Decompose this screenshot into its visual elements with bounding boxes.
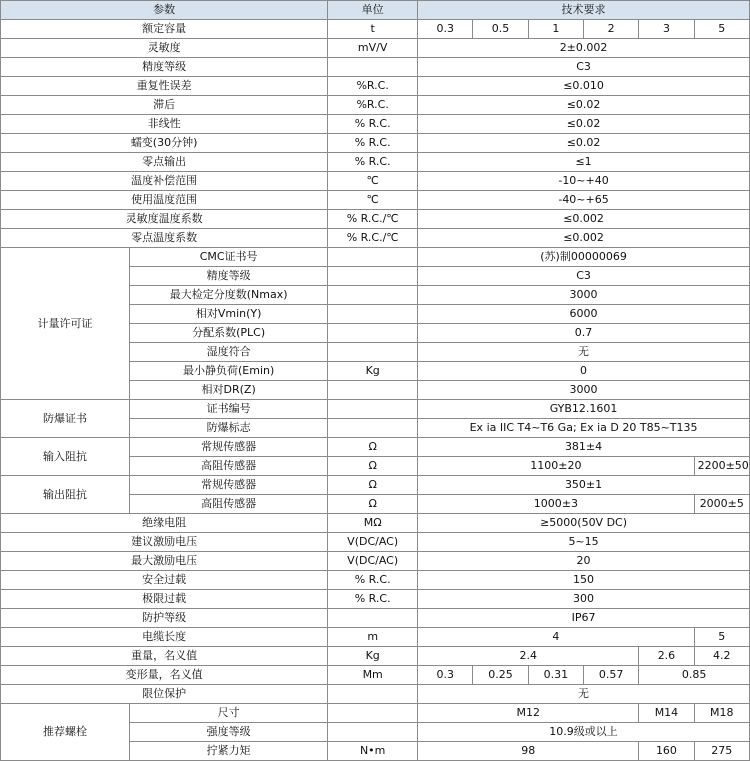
row-sublabel: 强度等级 (130, 723, 328, 742)
table-row (1, 172, 750, 191)
row-unit: Ω (328, 495, 418, 514)
row-unit (328, 305, 418, 324)
row-sublabel: CMC证书号 (130, 248, 328, 267)
table-row-cable-length (1, 628, 750, 647)
row-unit (328, 267, 418, 286)
row-value-2: 2.6 (639, 647, 694, 666)
header-unit: 单位 (328, 1, 418, 20)
row-label: 限位保护 (1, 685, 328, 704)
row-unit: ℃ (328, 172, 418, 191)
group-label-bolts: 推荐螺栓 (1, 704, 130, 761)
row-value: 6000 (418, 305, 750, 324)
row-sublabel: 最小静负荷(Emin) (130, 362, 328, 381)
table-header-row (1, 1, 750, 20)
row-label: 使用温度范围 (1, 191, 328, 210)
group-label-explosion: 防爆证书 (1, 400, 130, 438)
row-value: 4 (418, 628, 694, 647)
row-label: 防护等级 (1, 609, 328, 628)
row-value: 10.9级或以上 (418, 723, 750, 742)
capacity-value: 3 (639, 20, 694, 39)
row-unit: Mm (328, 666, 418, 685)
row-unit: Kg (328, 362, 418, 381)
capacity-value: 1 (528, 20, 583, 39)
row-unit: % R.C. (328, 153, 418, 172)
row-value-2: 160 (639, 742, 694, 761)
row-unit (328, 419, 418, 438)
row-value: C3 (418, 58, 750, 77)
row-unit: V(DC/AC) (328, 533, 418, 552)
row-unit: ℃ (328, 191, 418, 210)
capacity-value: 0.3 (418, 20, 473, 39)
table-row-weight (1, 647, 750, 666)
row-value: -40~+65 (418, 191, 750, 210)
table-row (1, 590, 750, 609)
row-value-3: 275 (694, 742, 749, 761)
row-value: 3000 (418, 381, 750, 400)
row-value: ≤0.010 (418, 77, 750, 96)
row-label: 建议激励电压 (1, 533, 328, 552)
row-unit: m (328, 628, 418, 647)
row-unit: %R.C. (328, 96, 418, 115)
table-row-input-resistance (1, 438, 750, 457)
row-sublabel: 尺寸 (130, 704, 328, 723)
row-unit: % R.C. (328, 115, 418, 134)
row-value: 5~15 (418, 533, 750, 552)
table-row (1, 229, 750, 248)
row-unit: % R.C./℃ (328, 210, 418, 229)
row-unit (328, 58, 418, 77)
header-param: 参数 (1, 1, 328, 20)
row-value: 1100±20 (418, 457, 694, 476)
row-label: 安全过载 (1, 571, 328, 590)
row-unit: V(DC/AC) (328, 552, 418, 571)
row-unit (328, 609, 418, 628)
row-unit: % R.C. (328, 134, 418, 153)
row-value: (苏)制00000069 (418, 248, 750, 267)
deformation-value: 0.31 (528, 666, 583, 685)
table-row (1, 39, 750, 58)
table-row (1, 96, 750, 115)
row-value-3: 4.2 (694, 647, 749, 666)
row-label: 重复性误差 (1, 77, 328, 96)
row-value: 2.4 (418, 647, 639, 666)
row-sublabel: 高阻传感器 (130, 457, 328, 476)
row-sublabel: 相对Vmin(Y) (130, 305, 328, 324)
group-label-output-resistance: 输出阻抗 (1, 476, 130, 514)
row-value: M12 (418, 704, 639, 723)
row-value: ≤0.002 (418, 229, 750, 248)
row-value: ≤1 (418, 153, 750, 172)
capacity-value: 5 (694, 20, 749, 39)
table-row-capacity (1, 20, 750, 39)
row-unit: %R.C. (328, 77, 418, 96)
table-row (1, 514, 750, 533)
row-label: 变形量，名义值 (1, 666, 328, 685)
row-value: 381±4 (418, 438, 750, 457)
table-row-bolts (1, 704, 750, 723)
row-label: 滞后 (1, 96, 328, 115)
row-unit (328, 685, 418, 704)
row-value: 1000±3 (418, 495, 694, 514)
table-row (1, 58, 750, 77)
row-label: 重量，名义值 (1, 647, 328, 666)
row-unit (328, 723, 418, 742)
row-unit (328, 381, 418, 400)
group-label-metrology: 计量许可证 (1, 248, 130, 400)
row-unit (328, 324, 418, 343)
table-row (1, 153, 750, 172)
deformation-value: 0.25 (473, 666, 528, 685)
row-value: Ex ia IIC T4~T6 Ga; Ex ia D 20 T85~T135 (418, 419, 750, 438)
row-label: 额定容量 (1, 20, 328, 39)
row-label: 非线性 (1, 115, 328, 134)
row-value-3: M18 (694, 704, 749, 723)
table-row-deformation (1, 666, 750, 685)
row-value: 98 (418, 742, 639, 761)
row-unit: Ω (328, 457, 418, 476)
row-value: ≤0.02 (418, 134, 750, 153)
row-unit (328, 343, 418, 362)
table-row (1, 533, 750, 552)
row-sublabel: 证书编号 (130, 400, 328, 419)
row-sublabel: 常规传感器 (130, 476, 328, 495)
row-value: ≤0.02 (418, 115, 750, 134)
row-label: 灵敏度 (1, 39, 328, 58)
row-sublabel: 湿度符合 (130, 343, 328, 362)
row-label: 零点温度系数 (1, 229, 328, 248)
row-sublabel: 最大检定分度数(Nmax) (130, 286, 328, 305)
table-row (1, 210, 750, 229)
row-label: 电缆长度 (1, 628, 328, 647)
row-value-2: M14 (639, 704, 694, 723)
row-value: 3000 (418, 286, 750, 305)
row-unit: Ω (328, 438, 418, 457)
deformation-value: 0.57 (584, 666, 639, 685)
row-sublabel: 相对DR(Z) (130, 381, 328, 400)
row-sublabel: 分配系数(PLC) (130, 324, 328, 343)
row-unit: % R.C./℃ (328, 229, 418, 248)
row-unit (328, 286, 418, 305)
row-unit: % R.C. (328, 571, 418, 590)
row-unit: Kg (328, 647, 418, 666)
row-label: 灵敏度温度系数 (1, 210, 328, 229)
row-sublabel: 精度等级 (130, 267, 328, 286)
table-row (1, 571, 750, 590)
table-row-output-resistance (1, 476, 750, 495)
row-sublabel: 常规传感器 (130, 438, 328, 457)
table-row (1, 115, 750, 134)
table-row-overload-protection (1, 685, 750, 704)
row-unit (328, 704, 418, 723)
row-sublabel: 拧紧力矩 (130, 742, 328, 761)
row-value-tail: 0.85 (639, 666, 750, 685)
row-value: ≤0.002 (418, 210, 750, 229)
row-value: ≥5000(50V DC) (418, 514, 750, 533)
row-value: 0 (418, 362, 750, 381)
row-unit: Ω (328, 476, 418, 495)
row-value: 2±0.002 (418, 39, 750, 58)
capacity-value: 0.5 (473, 20, 528, 39)
row-label: 温度补偿范围 (1, 172, 328, 191)
capacity-value: 2 (584, 20, 639, 39)
table-row (1, 552, 750, 571)
header-tech: 技术要求 (418, 1, 750, 20)
row-label: 精度等级 (1, 58, 328, 77)
row-value: 无 (418, 343, 750, 362)
row-value: IP67 (418, 609, 750, 628)
row-sublabel: 高阻传感器 (130, 495, 328, 514)
table-row-explosion (1, 400, 750, 419)
row-value: 300 (418, 590, 750, 609)
row-value: C3 (418, 267, 750, 286)
row-unit (328, 248, 418, 267)
row-value: 20 (418, 552, 750, 571)
table-row (1, 134, 750, 153)
row-value-tail: 5 (694, 628, 749, 647)
row-unit: N•m (328, 742, 418, 761)
row-value: -10~+40 (418, 172, 750, 191)
table-row (1, 191, 750, 210)
table-row-metrology (1, 248, 750, 267)
row-unit: mV/V (328, 39, 418, 58)
table-row (1, 77, 750, 96)
row-value: 无 (418, 685, 750, 704)
row-unit (328, 400, 418, 419)
row-label: 最大激励电压 (1, 552, 328, 571)
row-label: 零点输出 (1, 153, 328, 172)
row-value: GYB12.1601 (418, 400, 750, 419)
row-value: ≤0.02 (418, 96, 750, 115)
row-value: 150 (418, 571, 750, 590)
row-label: 绝缘电阻 (1, 514, 328, 533)
row-value: 0.7 (418, 324, 750, 343)
row-unit: t (328, 20, 418, 39)
row-value: 350±1 (418, 476, 750, 495)
table-row (1, 609, 750, 628)
group-label-input-resistance: 输入阻抗 (1, 438, 130, 476)
row-value-tail: 2000±5 (694, 495, 749, 514)
row-sublabel: 防爆标志 (130, 419, 328, 438)
row-label: 极限过载 (1, 590, 328, 609)
deformation-value: 0.3 (418, 666, 473, 685)
row-unit: MΩ (328, 514, 418, 533)
row-value-tail: 2200±50 (694, 457, 749, 476)
row-unit: % R.C. (328, 590, 418, 609)
row-label: 蠕变(30分钟) (1, 134, 328, 153)
